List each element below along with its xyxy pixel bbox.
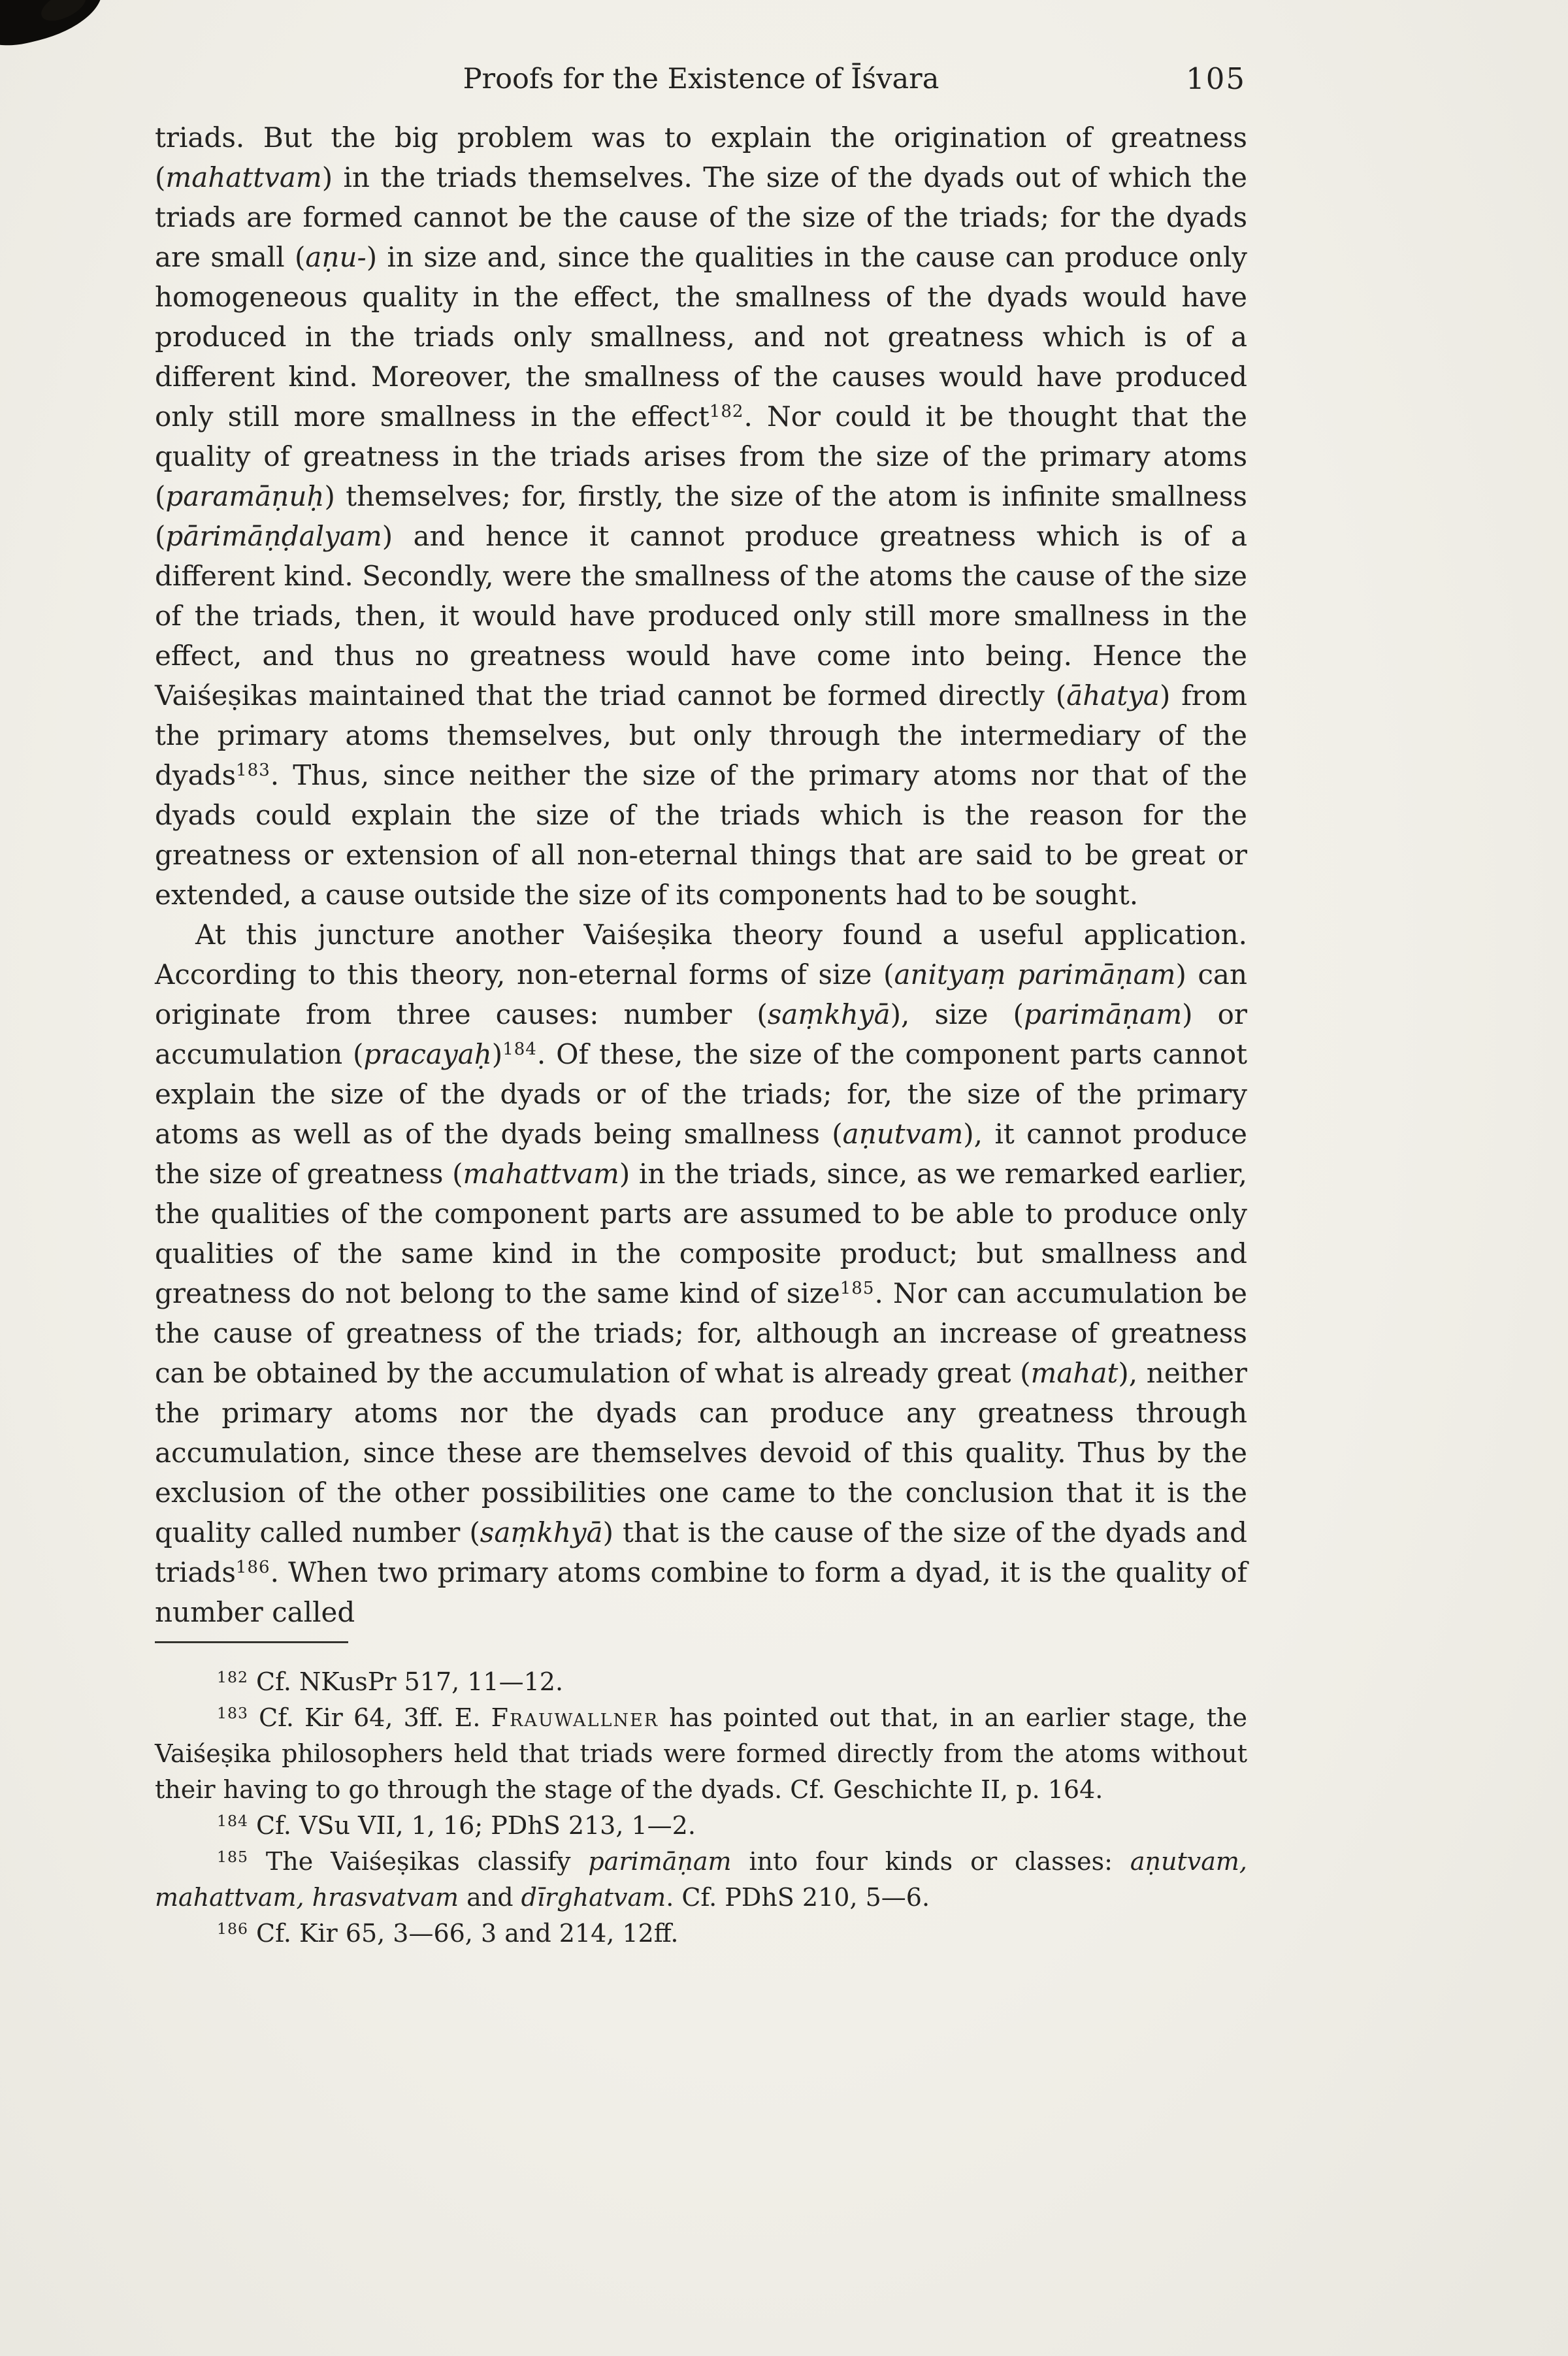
text-run: . When two primary atoms combine to form a dyad, it is the quality of number called [155,1556,1247,1628]
running-header-title: Proofs for the Existence of Īśvara [463,63,939,95]
footnote-marker: 186 [235,1558,270,1578]
text-run: saṃkhyā [767,998,890,1030]
footnote-marker: 183 [236,761,270,781]
footnote-marker: 182 [217,1667,248,1686]
text-run: Cf. VSu VII, 1, 16; PDhS 213, 1—2. [248,1811,696,1840]
text-run: mahattvam [463,1158,619,1190]
text-run: ) in size and, since the qualities in the cause can produce only homogeneous quality in the effect, the smallness of the dyads would have produced in the triads only smallness, and not greatness which is of a different kind. Moreover, the smallness of the causes would have produced only still more smallness in the effect [155,241,1247,433]
footnote [155,1808,1247,1844]
running-header [155,63,1247,101]
text-run: dīrghatvam [521,1883,666,1912]
text-run: Frauwallner [491,1703,659,1732]
footnote-marker: 182 [709,402,744,422]
text-run: At this juncture another Vaiśeṣika theory found a useful application. According to this theory, non-eternal forms of size ( [155,919,1247,990]
footnote-separator-rule [155,1641,348,1643]
footnote [155,1700,1247,1808]
footnote [155,1916,1247,1952]
text-run: aṇutvam, mahattvam, hrasvatvam [155,1847,1247,1912]
text-run: parimāṇam [588,1847,732,1876]
text-run: ) that is the cause of the size of the dyads and triads [155,1516,1247,1588]
text-run: anityaṃ parimāṇam [894,958,1176,990]
text-run: into four kinds or classes: [731,1847,1130,1876]
paragraph [155,915,1247,1632]
text-run: The Vaiśeṣikas classify [248,1847,589,1876]
text-run: ) in the triads, since, as we remarked earlier, the qualities of the component parts are assumed to be able to produce only qualities of the same kind in the composite product; but smallness and greatness do not belong to the same kind of size [155,1158,1248,1309]
page-content [155,0,1247,1952]
text-run: aṇu- [305,241,367,273]
text-run: parimāṇam [1023,998,1183,1030]
footnotes-section [155,1664,1247,1952]
text-run: Cf. Kir 64, 3ff. E. [248,1703,491,1732]
text-run: mahat [1030,1357,1119,1389]
footnote [155,1664,1247,1700]
text-run: ) can originate from three causes: number ( [155,958,1247,1030]
paragraph [155,118,1247,915]
text-run: ) and hence it cannot produce greatness which is of a different kind. Secondly, were the smallness of the atoms the cause of the size of the triads, then, it would have produced only still more smallness in the effect, and thus no greatness would have come into being. Hence the Vaiśeṣikas maintained that the triad cannot be formed directly ( [155,520,1247,712]
text-run: ) [491,1038,503,1070]
text-run: has pointed out that, in an earlier stage, the Vaiśeṣika philosophers held that triads were formed directly from the atoms without their having to go through the stage of the dyads. Cf. Geschichte II, p. 164. [155,1703,1247,1804]
text-run: āhatya [1066,679,1160,712]
text-run: saṃkhyā [480,1516,603,1548]
text-run: . Cf. PDhS 210, 5—6. [666,1883,930,1912]
text-run: . Nor can accumulation be the cause of greatness of the triads; for, although an increase of greatness can be obtained by the accumulation of what is already great ( [155,1277,1247,1389]
text-run: ) or accumulation ( [155,998,1248,1070]
ink-smudge-artifact [0,0,110,54]
text-run: ) in the triads themselves. The size of the dyads out of which the triads are formed cannot be the cause of the size of the triads; for the dyads are small ( [155,161,1247,273]
text-run: Cf. Kir 65, 3—66, 3 and 214, 12ff. [248,1919,679,1948]
text-run: ), size ( [890,998,1024,1030]
text-run: paramāṇuḥ [165,480,325,512]
text-run: aṇutvam [842,1118,964,1150]
text-run: pracayaḥ [363,1038,492,1070]
text-run: ), it cannot produce the size of greatness ( [155,1118,1247,1190]
body-text [155,118,1247,1632]
footnote-marker: 185 [217,1847,248,1866]
footnote [155,1844,1247,1916]
text-run: and [459,1883,521,1912]
text-run: ) from the primary atoms themselves, but only through the intermediary of the dyads [155,679,1247,791]
text-run: pārimāṇḍalyam [165,520,382,552]
page-number: 105 [1186,61,1246,96]
footnote-marker: 185 [840,1279,875,1299]
text-run: . Of these, the size of the component parts cannot explain the size of the dyads or of the triads; for, the size of the primary atoms as well as of the dyads being smallness ( [155,1038,1247,1150]
text-run: triads. But the big problem was to explain the origination of greatness ( [155,122,1247,193]
footnote-marker: 184 [502,1039,537,1060]
text-run: ) themselves; for, firstly, the size of the atom is infinite smallness ( [155,480,1247,552]
text-run: ), neither the primary atoms nor the dyads can produce any greatness through accumulation, since these are themselves devoid of this quality. Thus by the exclusion of the other possibilities one came to the conclusion that it is the quality called number ( [155,1357,1247,1548]
footnote-marker: 183 [217,1703,248,1722]
text-run: Cf. NKusPr 517, 11—12. [248,1667,564,1696]
text-run: . Thus, since neither the size of the primary atoms nor that of the dyads could explain the size of the triads which is the reason for the greatness or extension of all non-eternal things that are said to be great or extended, a cause outside the size of its components had to be sought. [155,759,1247,911]
text-run: mahattvam [165,161,322,193]
footnote-marker: 184 [217,1811,248,1830]
footnote-marker: 186 [217,1919,248,1938]
text-run: . Nor could it be thought that the quality of greatness in the triads arises from the size of the primary atoms ( [155,401,1247,512]
